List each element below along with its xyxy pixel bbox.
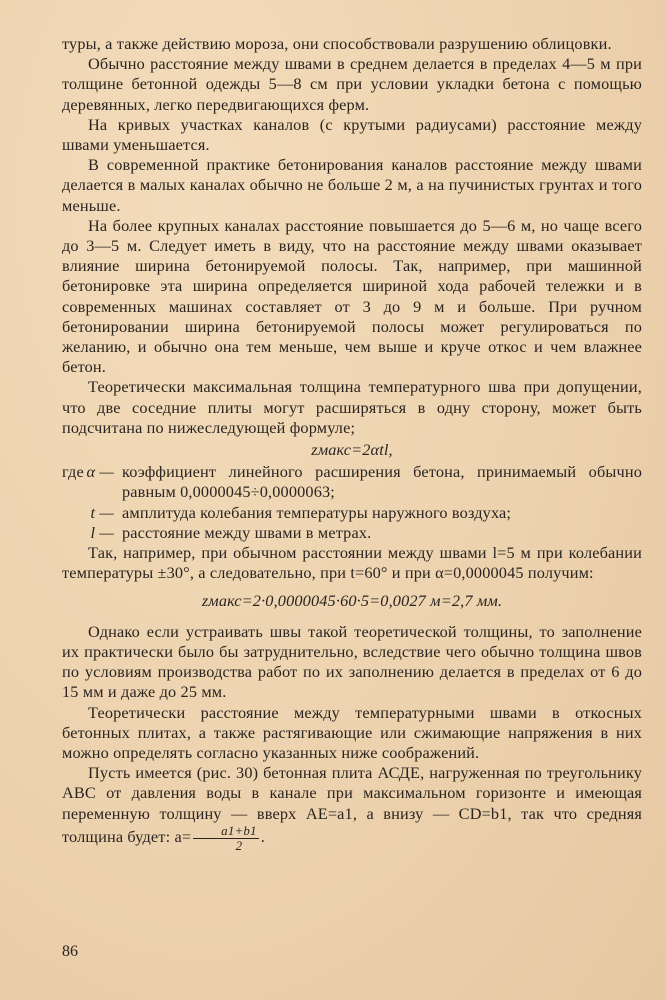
- legend-text: коэффициент линейного расширения бетона, принимаемый обычно равным 0,0000045÷0,0000063;: [122, 462, 642, 502]
- legend-text: амплитуда колебания температуры наружного воздуха;: [122, 502, 512, 522]
- paragraph: Обычно расстояние между швами в среднем делается в пределах 4—5 м при толщине бетонной одежды 5—8 см при условии укладки бетона с помощью деревянных, легко передвигающихся ферм.: [62, 54, 642, 114]
- fraction-numerator: a1+b1: [193, 824, 259, 839]
- paragraph: На кривых участках каналов (с крутыми радиусами) расстояние между швами уменьшается.: [62, 114, 642, 155]
- paragraph: Теоретически максимальная толщина температурного шва при допущении, что две соседние плиты могут расширяться в одну сторону, может быть подсчитана по нижеследующей формуле;: [62, 377, 642, 437]
- paragraph: На более крупных каналах расстояние повышается до 5—6 м, но чаще всего до 3—5 м. Следует иметь в виду, что на расстояние между швами оказывает влияние ширина бетонируемой полосы. Так, например, при машинной бетонировке эта ширина определяется шириной хода рабочей тележки и в современных машинах составляет от 3 до 9 м и больше. При ручном бетонировании ширина бетонируемой полосы может регулироваться по желанию, и обычно она тем меньше, чем выше и круче откос и чем влажнее бетон.: [62, 215, 642, 377]
- fraction-tail: .: [260, 826, 265, 846]
- legend-symbol: α —: [86, 462, 114, 482]
- fraction-average-thickness: [193, 824, 259, 853]
- legend-symbol: l —: [90, 522, 114, 542]
- paragraph: Однако если устраивать швы такой теоретической толщины, то заполнение их практически было бы затруднительно, вследствие чего обычно толщина швов по условиям производства работ по их заполнению делается в пределах от 6 до 15 мм и даже до 25 мм.: [62, 621, 642, 702]
- formula-calculation: zмакс=2·0,0000045·60·5=0,0027 м=2,7 мм.: [201, 591, 503, 611]
- paragraph: туры, а также действию мороза, они способствовали разрушению облицовки.: [62, 34, 612, 53]
- legend-text: расстояние между швами в метрах.: [122, 522, 372, 542]
- paragraph: В современной практике бетонирования каналов расстояние между швами делается в малых каналах обычно не больше 2 м, а на пучинистых грунтах и того меньше.: [62, 155, 642, 215]
- paragraph: [62, 763, 642, 853]
- page-number: 86: [62, 943, 78, 960]
- formula-zmax: zмакс=2αtl,: [311, 440, 393, 460]
- where-label: где: [62, 462, 84, 482]
- paragraph-text: Пусть имеется (рис. 30) бетонная плита АСДЕ, нагруженная по треугольнику АВС от давления воды в канале при максимальном горизонте и имеющая переменную толщину — вверх AE=a1, а внизу — CD=b1, так что средняя толщина будет: a=: [62, 763, 642, 846]
- paragraph: Теоретически расстояние между температурными швами в откосных бетонных плитах, а также растягивающие или сжимающие напряжения в них можно определять согласно указанных ниже соображений.: [62, 702, 642, 762]
- paragraph: Так, например, при обычном расстоянии между швами l=5 м при колебании температуры ±30°, а следовательно, при t=60° и при α=0,0000045 получим:: [62, 543, 642, 583]
- formula-legend: [62, 462, 642, 543]
- legend-symbol: t —: [90, 502, 114, 522]
- fraction-denominator: 2: [235, 837, 243, 853]
